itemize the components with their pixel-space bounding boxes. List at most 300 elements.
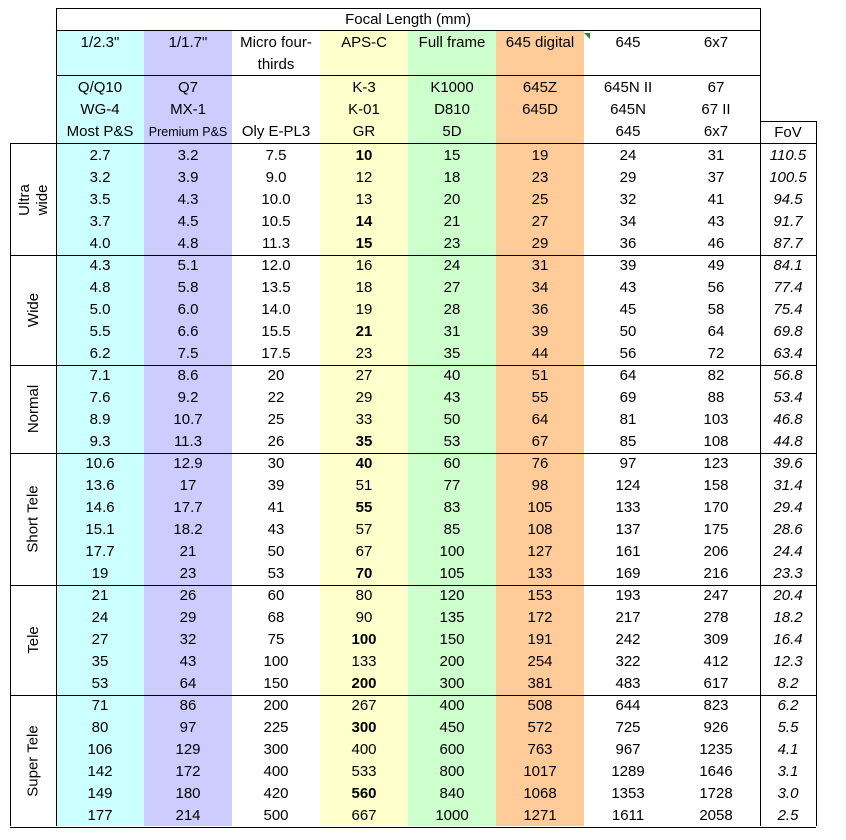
focal-length-value: 18 xyxy=(443,169,461,186)
focal-length-value: 29 xyxy=(179,609,197,626)
focal-length-value: 64 xyxy=(707,323,725,340)
focal-length-value: 34 xyxy=(531,279,549,296)
camera-model: Q/Q10 xyxy=(77,79,123,96)
focal-length-value: 81 xyxy=(619,411,637,428)
focal-length-value: 381 xyxy=(527,675,553,692)
focal-length-value: 133 xyxy=(615,499,641,516)
focal-length-value: 644 xyxy=(615,697,641,714)
camera-model: GR xyxy=(352,123,376,140)
fov-value: 91.7 xyxy=(773,213,803,230)
focal-length-value: 23 xyxy=(443,235,461,252)
focal-length-value: 800 xyxy=(439,763,465,780)
focal-length-value: 30 xyxy=(267,455,285,472)
fov-value: 28.6 xyxy=(773,521,803,538)
focal-length-value: 23 xyxy=(179,565,197,582)
focal-length-value: 35 xyxy=(91,653,109,670)
focal-length-value: 133 xyxy=(527,565,553,582)
focal-length-value: 97 xyxy=(619,455,637,472)
focal-length-value: 3.7 xyxy=(89,213,111,230)
focal-length-value: 5.8 xyxy=(177,279,199,296)
focal-length-value: 69 xyxy=(619,389,637,406)
focal-length-value: 560 xyxy=(351,785,377,802)
focal-length-value: 25 xyxy=(531,191,549,208)
focal-length-value: 76 xyxy=(531,455,549,472)
focal-length-value: 64 xyxy=(179,675,197,692)
focal-length-value: 35 xyxy=(355,433,373,450)
focal-length-value: 161 xyxy=(615,543,641,560)
focal-length-value: 108 xyxy=(527,521,553,538)
title-top-border xyxy=(56,8,761,9)
camera-model: Premium P&S xyxy=(148,125,228,139)
focal-length-value: 3.2 xyxy=(177,147,199,164)
group-label-1 xyxy=(14,145,54,255)
camera-model: D810 xyxy=(434,101,470,118)
focal-length-value: 172 xyxy=(175,763,201,780)
focal-length-value: 4.5 xyxy=(177,213,199,230)
focal-length-value: 13.6 xyxy=(85,477,115,494)
group-label-5 xyxy=(14,585,54,695)
focal-length-value: 25 xyxy=(267,411,285,428)
format-header-1: 1/2.3" xyxy=(80,34,120,51)
fov-value: 24.4 xyxy=(773,543,803,560)
focal-length-value: 170 xyxy=(703,499,729,516)
focal-length-value: 60 xyxy=(267,587,285,604)
focal-length-value: 508 xyxy=(527,697,553,714)
focal-length-value: 1271 xyxy=(523,807,557,824)
focal-length-value: 216 xyxy=(703,565,729,582)
fov-value: 100.5 xyxy=(769,169,807,186)
fov-value: 69.8 xyxy=(773,323,803,340)
fov-value: 75.4 xyxy=(773,301,803,318)
focal-length-value: 45 xyxy=(619,301,637,318)
focal-length-value: 9.3 xyxy=(89,433,111,450)
focal-length-value: 1353 xyxy=(611,785,645,802)
focal-length-value: 40 xyxy=(355,455,373,472)
focal-length-value: 450 xyxy=(439,719,465,736)
focal-length-value: 75 xyxy=(267,631,285,648)
group-bottom-border-2 xyxy=(10,365,816,366)
focal-length-value: 600 xyxy=(439,741,465,758)
fov-value: 110.5 xyxy=(769,147,807,164)
format-header-7: 645 xyxy=(615,34,641,51)
focal-length-value: 133 xyxy=(351,653,377,670)
focal-length-value: 13 xyxy=(355,191,373,208)
format-header-4: APS-C xyxy=(341,34,387,51)
focal-length-value: 85 xyxy=(443,521,461,538)
focal-length-value: 158 xyxy=(703,477,729,494)
fov-value: 94.5 xyxy=(773,191,803,208)
focal-length-value: 31 xyxy=(443,323,461,340)
focal-length-value: 55 xyxy=(355,499,373,516)
focal-length-value: 120 xyxy=(439,587,465,604)
focal-length-value: 7.6 xyxy=(89,389,111,406)
focal-length-value: 106 xyxy=(87,741,113,758)
camera-model: Oly E-PL3 xyxy=(241,123,311,140)
fov-value: 77.4 xyxy=(773,279,803,296)
fov-value: 5.5 xyxy=(777,719,799,736)
focal-length-value: 6.6 xyxy=(177,323,199,340)
header-bottom-border xyxy=(10,143,816,144)
focal-length-value: 153 xyxy=(527,587,553,604)
focal-length-value: 86 xyxy=(179,697,197,714)
focal-length-value: 32 xyxy=(179,631,197,648)
format-header-8: 6x7 xyxy=(703,34,729,51)
focal-length-value: 56 xyxy=(707,279,725,296)
focal-length-value: 80 xyxy=(91,719,109,736)
group-label-4 xyxy=(14,453,54,585)
fov-left-border xyxy=(760,8,761,826)
focal-length-value: 127 xyxy=(527,543,553,560)
focal-length-value: 10 xyxy=(355,147,373,164)
focal-length-value: 68 xyxy=(267,609,285,626)
focal-length-value: 24 xyxy=(443,257,461,274)
focal-length-value: 67 xyxy=(355,543,373,560)
focal-length-value: 242 xyxy=(615,631,641,648)
focal-length-value: 29 xyxy=(531,235,549,252)
focal-length-value: 322 xyxy=(615,653,641,670)
group-bottom-border-3 xyxy=(10,453,816,454)
focal-length-value: 191 xyxy=(527,631,553,648)
focal-length-value: 217 xyxy=(615,609,641,626)
focal-length-value: 53 xyxy=(443,433,461,450)
focal-length-value: 2058 xyxy=(699,807,733,824)
focal-length-value: 8.6 xyxy=(177,367,199,384)
focal-length-value: 23 xyxy=(355,345,373,362)
camera-model: 67 II xyxy=(701,101,731,118)
focal-length-value: 17.7 xyxy=(85,543,115,560)
focal-length-value: 180 xyxy=(175,785,201,802)
focal-length-value: 1017 xyxy=(523,763,557,780)
focal-length-value: 39 xyxy=(267,477,285,494)
focal-length-value: 8.9 xyxy=(89,411,111,428)
focal-length-value: 10.5 xyxy=(261,213,291,230)
camera-model: 645D xyxy=(522,101,558,118)
focal-length-value: 14 xyxy=(355,213,373,230)
focal-length-value: 67 xyxy=(531,433,549,450)
focal-length-value: 41 xyxy=(707,191,725,208)
focal-length-value: 21 xyxy=(443,213,461,230)
focal-length-value: 100 xyxy=(439,543,465,560)
focal-length-value: 27 xyxy=(355,367,373,384)
focal-length-value: 193 xyxy=(615,587,641,604)
focal-length-value: 18 xyxy=(355,279,373,296)
focal-length-value: 105 xyxy=(527,499,553,516)
focal-length-value: 24 xyxy=(619,147,637,164)
focal-length-value: 1235 xyxy=(699,741,733,758)
focal-length-value: 14.0 xyxy=(261,301,291,318)
fov-value: 63.4 xyxy=(773,345,803,362)
focal-length-value: 1000 xyxy=(435,807,469,824)
focal-length-value: 55 xyxy=(531,389,549,406)
focal-length-value: 7.1 xyxy=(89,367,111,384)
focal-length-value: 71 xyxy=(91,697,109,714)
focal-length-value: 4.8 xyxy=(177,235,199,252)
focal-length-value: 46 xyxy=(707,235,725,252)
focal-length-value: 725 xyxy=(615,719,641,736)
focal-length-value: 200 xyxy=(351,675,377,692)
focal-length-value: 90 xyxy=(355,609,373,626)
group-label-3 xyxy=(14,365,54,453)
group-bottom-border-6 xyxy=(10,827,816,828)
format-header-6: 645 digital xyxy=(505,34,575,51)
format-header-2: 1/1.7" xyxy=(168,34,208,51)
focal-length-value: 123 xyxy=(703,455,729,472)
focal-length-value: 129 xyxy=(175,741,201,758)
focal-length-value: 17.7 xyxy=(173,499,203,516)
fov-value: 53.4 xyxy=(773,389,803,406)
camera-model: 6x7 xyxy=(703,123,729,140)
focal-length-value: 19 xyxy=(91,565,109,582)
focal-length-value: 300 xyxy=(263,741,289,758)
fov-header-top-border xyxy=(760,121,816,122)
focal-length-value: 105 xyxy=(439,565,465,582)
camera-model: K-3 xyxy=(352,79,376,96)
focal-length-value: 72 xyxy=(707,345,725,362)
focal-length-value: 34 xyxy=(619,213,637,230)
group-bottom-border-5 xyxy=(10,695,816,696)
focal-length-value: 3.9 xyxy=(177,169,199,186)
focal-length-value: 31 xyxy=(531,257,549,274)
focal-length-value: 1289 xyxy=(611,763,645,780)
group-label-text: Super Tele xyxy=(25,725,43,797)
focal-length-value: 6.2 xyxy=(89,345,111,362)
focal-length-value: 33 xyxy=(355,411,373,428)
focal-length-value: 12 xyxy=(355,169,373,186)
focal-length-value: 20 xyxy=(443,191,461,208)
group-label-2 xyxy=(14,255,54,365)
fov-value: 29.4 xyxy=(773,499,803,516)
fov-value: 3.0 xyxy=(777,785,799,802)
focal-length-value: 4.3 xyxy=(177,191,199,208)
focal-length-value: 1728 xyxy=(699,785,733,802)
focal-length-value: 37 xyxy=(707,169,725,186)
focal-length-value: 278 xyxy=(703,609,729,626)
focal-length-value: 1646 xyxy=(699,763,733,780)
title-bottom-border xyxy=(56,30,761,31)
camera-model: WG-4 xyxy=(80,101,120,118)
focal-length-value: 150 xyxy=(439,631,465,648)
focal-length-value: 124 xyxy=(615,477,641,494)
focal-length-value: 14.6 xyxy=(85,499,115,516)
focal-length-value: 225 xyxy=(263,719,289,736)
focal-length-value: 149 xyxy=(87,785,113,802)
focal-length-value: 50 xyxy=(267,543,285,560)
focal-length-value: 21 xyxy=(91,587,109,604)
focal-length-value: 27 xyxy=(443,279,461,296)
corner-marker xyxy=(584,33,590,39)
focal-length-value: 21 xyxy=(355,323,373,340)
group-label-text: Short Tele xyxy=(25,485,43,553)
format-header-3: Micro four- xyxy=(240,34,312,51)
focal-length-value: 3.2 xyxy=(89,169,111,186)
camera-model: 645N xyxy=(610,101,646,118)
focal-length-value: 254 xyxy=(527,653,553,670)
focal-length-value: 44 xyxy=(531,345,549,362)
fov-value: 84.1 xyxy=(773,257,803,274)
focal-length-value: 840 xyxy=(439,785,465,802)
focal-length-value: 175 xyxy=(703,521,729,538)
focal-length-value: 35 xyxy=(443,345,461,362)
camera-model: K-01 xyxy=(348,101,380,118)
group-label-text: Normal xyxy=(25,384,42,434)
group-label-text: Tele xyxy=(25,626,42,654)
camera-model: Most P&S xyxy=(66,123,134,140)
focal-length-value: 10.7 xyxy=(173,411,203,428)
focal-length-value: 7.5 xyxy=(265,147,287,164)
focal-length-value: 43 xyxy=(179,653,197,670)
focal-length-value: 36 xyxy=(531,301,549,318)
focal-length-value: 309 xyxy=(703,631,729,648)
focal-length-value: 80 xyxy=(355,587,373,604)
focal-length-value: 16 xyxy=(355,257,373,274)
table-title: Focal Length (mm) xyxy=(345,11,471,28)
group-bottom-border-1 xyxy=(10,255,816,256)
focal-length-value: 100 xyxy=(351,631,377,648)
focal-length-value: 5.0 xyxy=(89,301,111,318)
format-header-5: Full frame xyxy=(418,34,486,51)
focal-length-value: 31 xyxy=(707,147,725,164)
focal-length-value: 214 xyxy=(175,807,201,824)
focal-length-value: 51 xyxy=(531,367,549,384)
focal-length-value: 300 xyxy=(439,675,465,692)
focal-length-value: 28 xyxy=(443,301,461,318)
focal-length-value: 6.0 xyxy=(177,301,199,318)
focal-length-value: 88 xyxy=(707,389,725,406)
focal-length-value: 10.6 xyxy=(85,455,115,472)
focal-length-value: 169 xyxy=(615,565,641,582)
focal-length-value: 412 xyxy=(703,653,729,670)
fov-value: 2.5 xyxy=(777,807,799,824)
focal-length-value: 43 xyxy=(267,521,285,538)
focal-length-value: 12.9 xyxy=(173,455,203,472)
focal-length-value: 420 xyxy=(263,785,289,802)
focal-length-value: 43 xyxy=(443,389,461,406)
focal-length-value: 9.0 xyxy=(265,169,287,186)
format-header-3: thirds xyxy=(257,56,295,73)
focal-length-value: 15 xyxy=(443,147,461,164)
focal-length-value: 4.8 xyxy=(89,279,111,296)
focal-length-value: 12.0 xyxy=(261,257,291,274)
focal-length-value: 23 xyxy=(531,169,549,186)
focal-length-value: 24 xyxy=(91,609,109,626)
camera-model: Q7 xyxy=(177,79,198,96)
focal-length-value: 85 xyxy=(619,433,637,450)
fov-value: 18.2 xyxy=(773,609,803,626)
focal-length-value: 5.1 xyxy=(177,257,199,274)
focal-length-value: 26 xyxy=(267,433,285,450)
focal-length-value: 43 xyxy=(707,213,725,230)
focal-length-value: 483 xyxy=(615,675,641,692)
label-left-border xyxy=(10,143,11,826)
group-label-text: Ultra wide xyxy=(15,184,51,216)
focal-length-value: 150 xyxy=(263,675,289,692)
focal-length-value: 500 xyxy=(263,807,289,824)
focal-length-value: 13.5 xyxy=(261,279,291,296)
focal-length-value: 83 xyxy=(443,499,461,516)
focal-length-value: 7.5 xyxy=(177,345,199,362)
focal-length-value: 50 xyxy=(443,411,461,428)
camera-model: 67 xyxy=(707,79,725,96)
focal-length-value: 137 xyxy=(615,521,641,538)
focal-length-value: 15 xyxy=(355,235,373,252)
focal-length-value: 19 xyxy=(531,147,549,164)
focal-length-value: 17.5 xyxy=(261,345,291,362)
focal-length-value: 27 xyxy=(91,631,109,648)
fov-value: 12.3 xyxy=(773,653,803,670)
focal-length-value: 58 xyxy=(707,301,725,318)
focal-length-value: 60 xyxy=(443,455,461,472)
fov-value: 87.7 xyxy=(773,235,803,252)
focal-length-value: 21 xyxy=(179,543,197,560)
focal-length-value: 206 xyxy=(703,543,729,560)
focal-length-value: 667 xyxy=(351,807,377,824)
focal-length-value: 400 xyxy=(351,741,377,758)
focal-length-value: 142 xyxy=(87,763,113,780)
focal-length-value: 27 xyxy=(531,213,549,230)
focal-length-value: 49 xyxy=(707,257,725,274)
focal-length-value: 17 xyxy=(179,477,197,494)
focal-length-value: 51 xyxy=(355,477,373,494)
fov-value: 6.2 xyxy=(777,697,799,714)
focal-length-value: 97 xyxy=(179,719,197,736)
camera-model: K1000 xyxy=(430,79,474,96)
focal-length-value: 18.2 xyxy=(173,521,203,538)
camera-model: 5D xyxy=(442,123,462,140)
focal-length-value: 177 xyxy=(87,807,113,824)
group-bottom-border-4 xyxy=(10,585,816,586)
focal-length-value: 300 xyxy=(351,719,377,736)
camera-model: 645N II xyxy=(603,79,653,96)
fov-value: 56.8 xyxy=(773,367,803,384)
fov-value: 4.1 xyxy=(777,741,799,758)
focal-length-value: 2.7 xyxy=(89,147,111,164)
focal-length-value: 11.3 xyxy=(173,433,203,450)
fov-header: FoV xyxy=(774,124,802,141)
focal-length-value: 3.5 xyxy=(89,191,111,208)
focal-length-value: 823 xyxy=(703,697,729,714)
fov-value: 23.3 xyxy=(773,565,803,582)
focal-length-value: 400 xyxy=(263,763,289,780)
focal-length-value: 22 xyxy=(267,389,285,406)
focal-length-value: 64 xyxy=(619,367,637,384)
focal-length-value: 50 xyxy=(619,323,637,340)
group-label-text: Wide xyxy=(25,292,42,328)
focal-length-value: 200 xyxy=(263,697,289,714)
focal-length-value: 617 xyxy=(703,675,729,692)
focal-length-value: 5.5 xyxy=(89,323,111,340)
focal-length-value: 57 xyxy=(355,521,373,538)
focal-length-value: 32 xyxy=(619,191,637,208)
focal-length-value: 1068 xyxy=(523,785,557,802)
focal-length-value: 64 xyxy=(531,411,549,428)
focal-length-value: 43 xyxy=(619,279,637,296)
focal-length-value: 200 xyxy=(439,653,465,670)
focal-length-value: 100 xyxy=(263,653,289,670)
focal-length-value: 82 xyxy=(707,367,725,384)
focal-length-value: 39 xyxy=(619,257,637,274)
focal-length-value: 11.3 xyxy=(261,235,291,252)
focal-length-value: 4.0 xyxy=(89,235,111,252)
focal-length-value: 1611 xyxy=(611,807,645,824)
focal-length-value: 967 xyxy=(615,741,641,758)
focal-length-value: 10.0 xyxy=(261,191,291,208)
group-label-6 xyxy=(14,695,54,827)
focal-length-value: 926 xyxy=(703,719,729,736)
fov-value: 46.8 xyxy=(773,411,803,428)
focal-length-value: 247 xyxy=(703,587,729,604)
camera-model: 645 xyxy=(615,123,641,140)
fov-value: 31.4 xyxy=(773,477,803,494)
